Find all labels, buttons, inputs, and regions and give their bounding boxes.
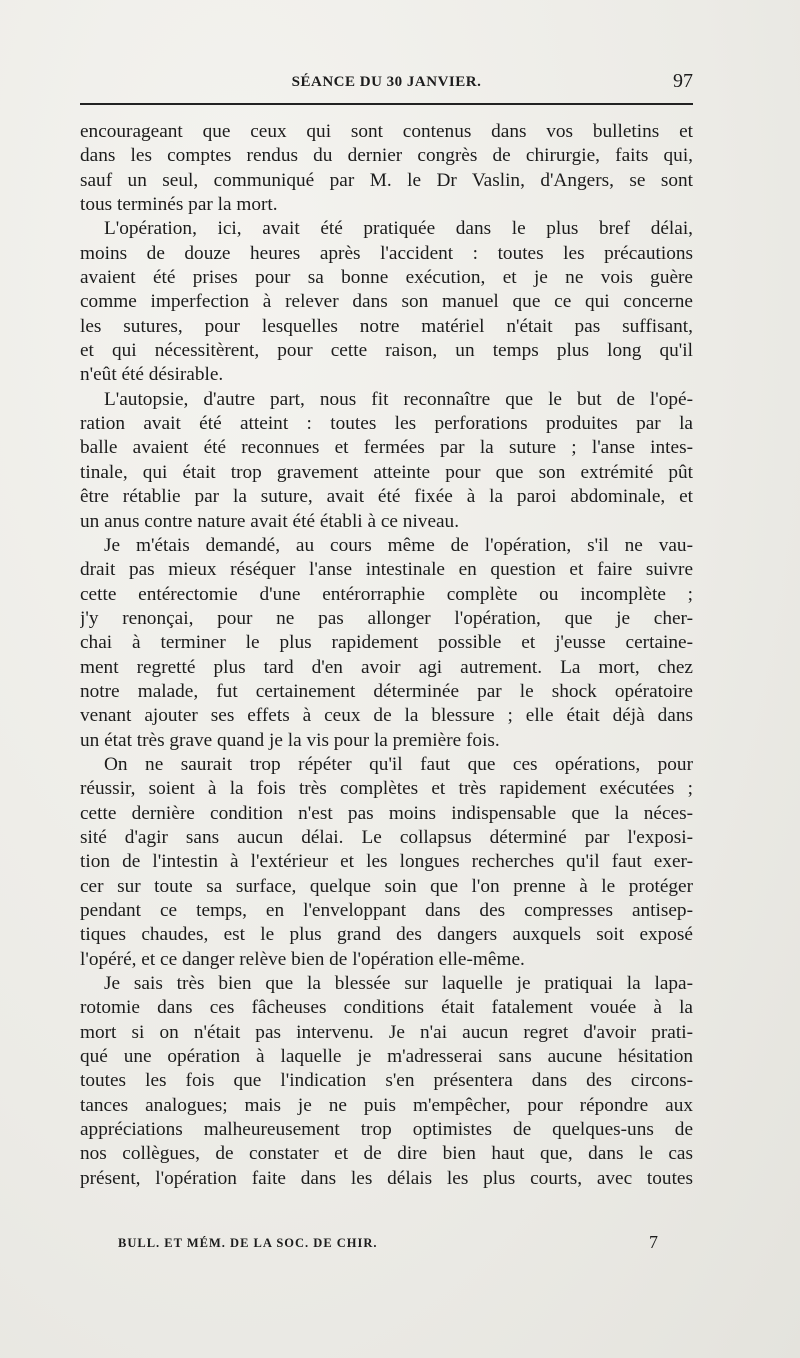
header-rule xyxy=(80,103,693,105)
text-line: j'y renonçai, pour ne pas allonger l'opération, que je cher- xyxy=(80,607,693,629)
text-line: mort si on n'était pas intervenu. Je n'ai aucun regret d'avoir prati- xyxy=(80,1021,693,1043)
text-line: comme imperfection à relever dans son manuel que ce qui concerne xyxy=(80,291,693,313)
text-line: L'autopsie, d'autre part, nous fit reconnaître que le but de l'opé- xyxy=(104,388,693,410)
text-line: cette entérectomie d'une entérorraphie complète ou incomplète ; xyxy=(80,583,693,605)
text-line: un état très grave quand je la vis pour la première fois. xyxy=(80,729,500,751)
text-line: tinale, qui était trop gravement atteinte pour que son extrémité pût xyxy=(80,461,693,483)
text-line: On ne saurait trop répéter qu'il faut que ces opérations, pour xyxy=(104,753,693,775)
text-line: pendant ce temps, en l'enveloppant dans des compresses antisep- xyxy=(80,900,693,921)
text-line: cette dernière condition n'est pas moins indispensable que la néces- xyxy=(80,802,693,824)
text-line: appréciations malheureusement trop optimistes de quelques-uns de xyxy=(80,1119,693,1141)
text-line: ration avait été atteint : toutes les perforations produites par la xyxy=(80,413,693,435)
text-line: ment regretté plus tard d'en avoir agi autrement. La mort, chez xyxy=(80,656,693,678)
sheet-number: 7 xyxy=(649,1232,658,1252)
text-line: n'eût été désirable. xyxy=(80,364,224,386)
text-line: notre malade, fut certainement déterminée par le shock opératoire xyxy=(80,680,693,702)
page-header xyxy=(80,70,693,98)
text-line: tances analogues; mais je ne puis m'empêcher, pour répondre aux xyxy=(80,1094,693,1116)
text-line: L'opération, ici, avait été pratiquée dans le plus bref délai, xyxy=(104,218,693,240)
text-line: rotomie dans ces fâcheuses conditions était fatalement vouée à la xyxy=(80,997,693,1019)
text-line: réussir, soient à la fois très complètes et très rapidement exécutées ; xyxy=(80,778,693,800)
text-line: nos collègues, de constater et de dire bien haut que, dans le cas xyxy=(80,1143,693,1165)
text-line: avaient été prises pour sa bonne exécution, et je ne vois guère xyxy=(80,267,693,289)
page-footer xyxy=(118,1232,658,1256)
text-line: et qui nécessitèrent, pour cette raison, un temps plus long qu'il xyxy=(80,340,693,362)
text-line: un anus contre nature avait été établi à ce niveau. xyxy=(80,510,460,532)
text-line: balle avaient été reconnues et fermées par la suture ; l'anse intes- xyxy=(80,437,693,459)
text-line: tous terminés par la mort. xyxy=(80,194,278,216)
text-line: l'opéré, et ce danger relève bien de l'opération elle-même. xyxy=(80,948,525,970)
running-title: SÉANCE DU 30 JANVIER. xyxy=(291,74,482,90)
text-line: tion de l'intestin à l'extérieur et les longues recherches qu'il faut exer- xyxy=(80,851,693,873)
text-line: sauf un seul, communiqué par M. le Dr Vaslin, d'Angers, se sont xyxy=(80,169,693,191)
body-text xyxy=(80,120,693,1191)
text-line: encourageant que ceux qui sont contenus dans vos bulletins et xyxy=(80,121,693,142)
text-line: cer sur toute sa surface, quelque soin que l'on prenne à le protéger xyxy=(80,875,693,897)
text-line: moins de douze heures après l'accident : toutes les précautions xyxy=(80,242,693,264)
text-line: venant ajouter ses effets à ceux de la blessure ; elle était déjà dans xyxy=(80,705,693,727)
text-line: dans les comptes rendus du dernier congrès de chirurgie, faits qui, xyxy=(80,145,693,167)
text-line: Je sais très bien que la blessée sur laquelle je pratiquai la lapa- xyxy=(104,973,693,995)
text-line: les sutures, pour lesquelles notre matériel n'était pas suffisant, xyxy=(80,315,693,337)
text-line: drait pas mieux réséquer l'anse intestinale en question et faire suivre xyxy=(80,559,693,581)
signature-mark: BULL. ET MÉM. DE LA SOC. DE CHIR. xyxy=(118,1236,378,1250)
text-line: sité d'agir sans aucun délai. Le collapsus déterminé par l'exposi- xyxy=(80,826,693,848)
text-line: qué une opération à laquelle je m'adresserai sans aucune hésitation xyxy=(80,1046,693,1068)
text-line: présent, l'opération faite dans les délais les plus courts, avec toutes xyxy=(80,1167,693,1189)
text-line: tiques chaudes, est le plus grand des dangers auxquels soit exposé xyxy=(80,924,693,946)
text-line: chai à terminer le plus rapidement possible et j'eusse certaine- xyxy=(80,632,693,654)
text-line: être rétablie par la suture, avait été fixée à la paroi abdominale, et xyxy=(80,486,693,508)
text-line: toutes les fois que l'indication s'en présentera dans des circons- xyxy=(80,1070,693,1092)
page-number: 97 xyxy=(673,70,693,92)
text-line: Je m'étais demandé, au cours même de l'opération, s'il ne vau- xyxy=(104,534,693,556)
